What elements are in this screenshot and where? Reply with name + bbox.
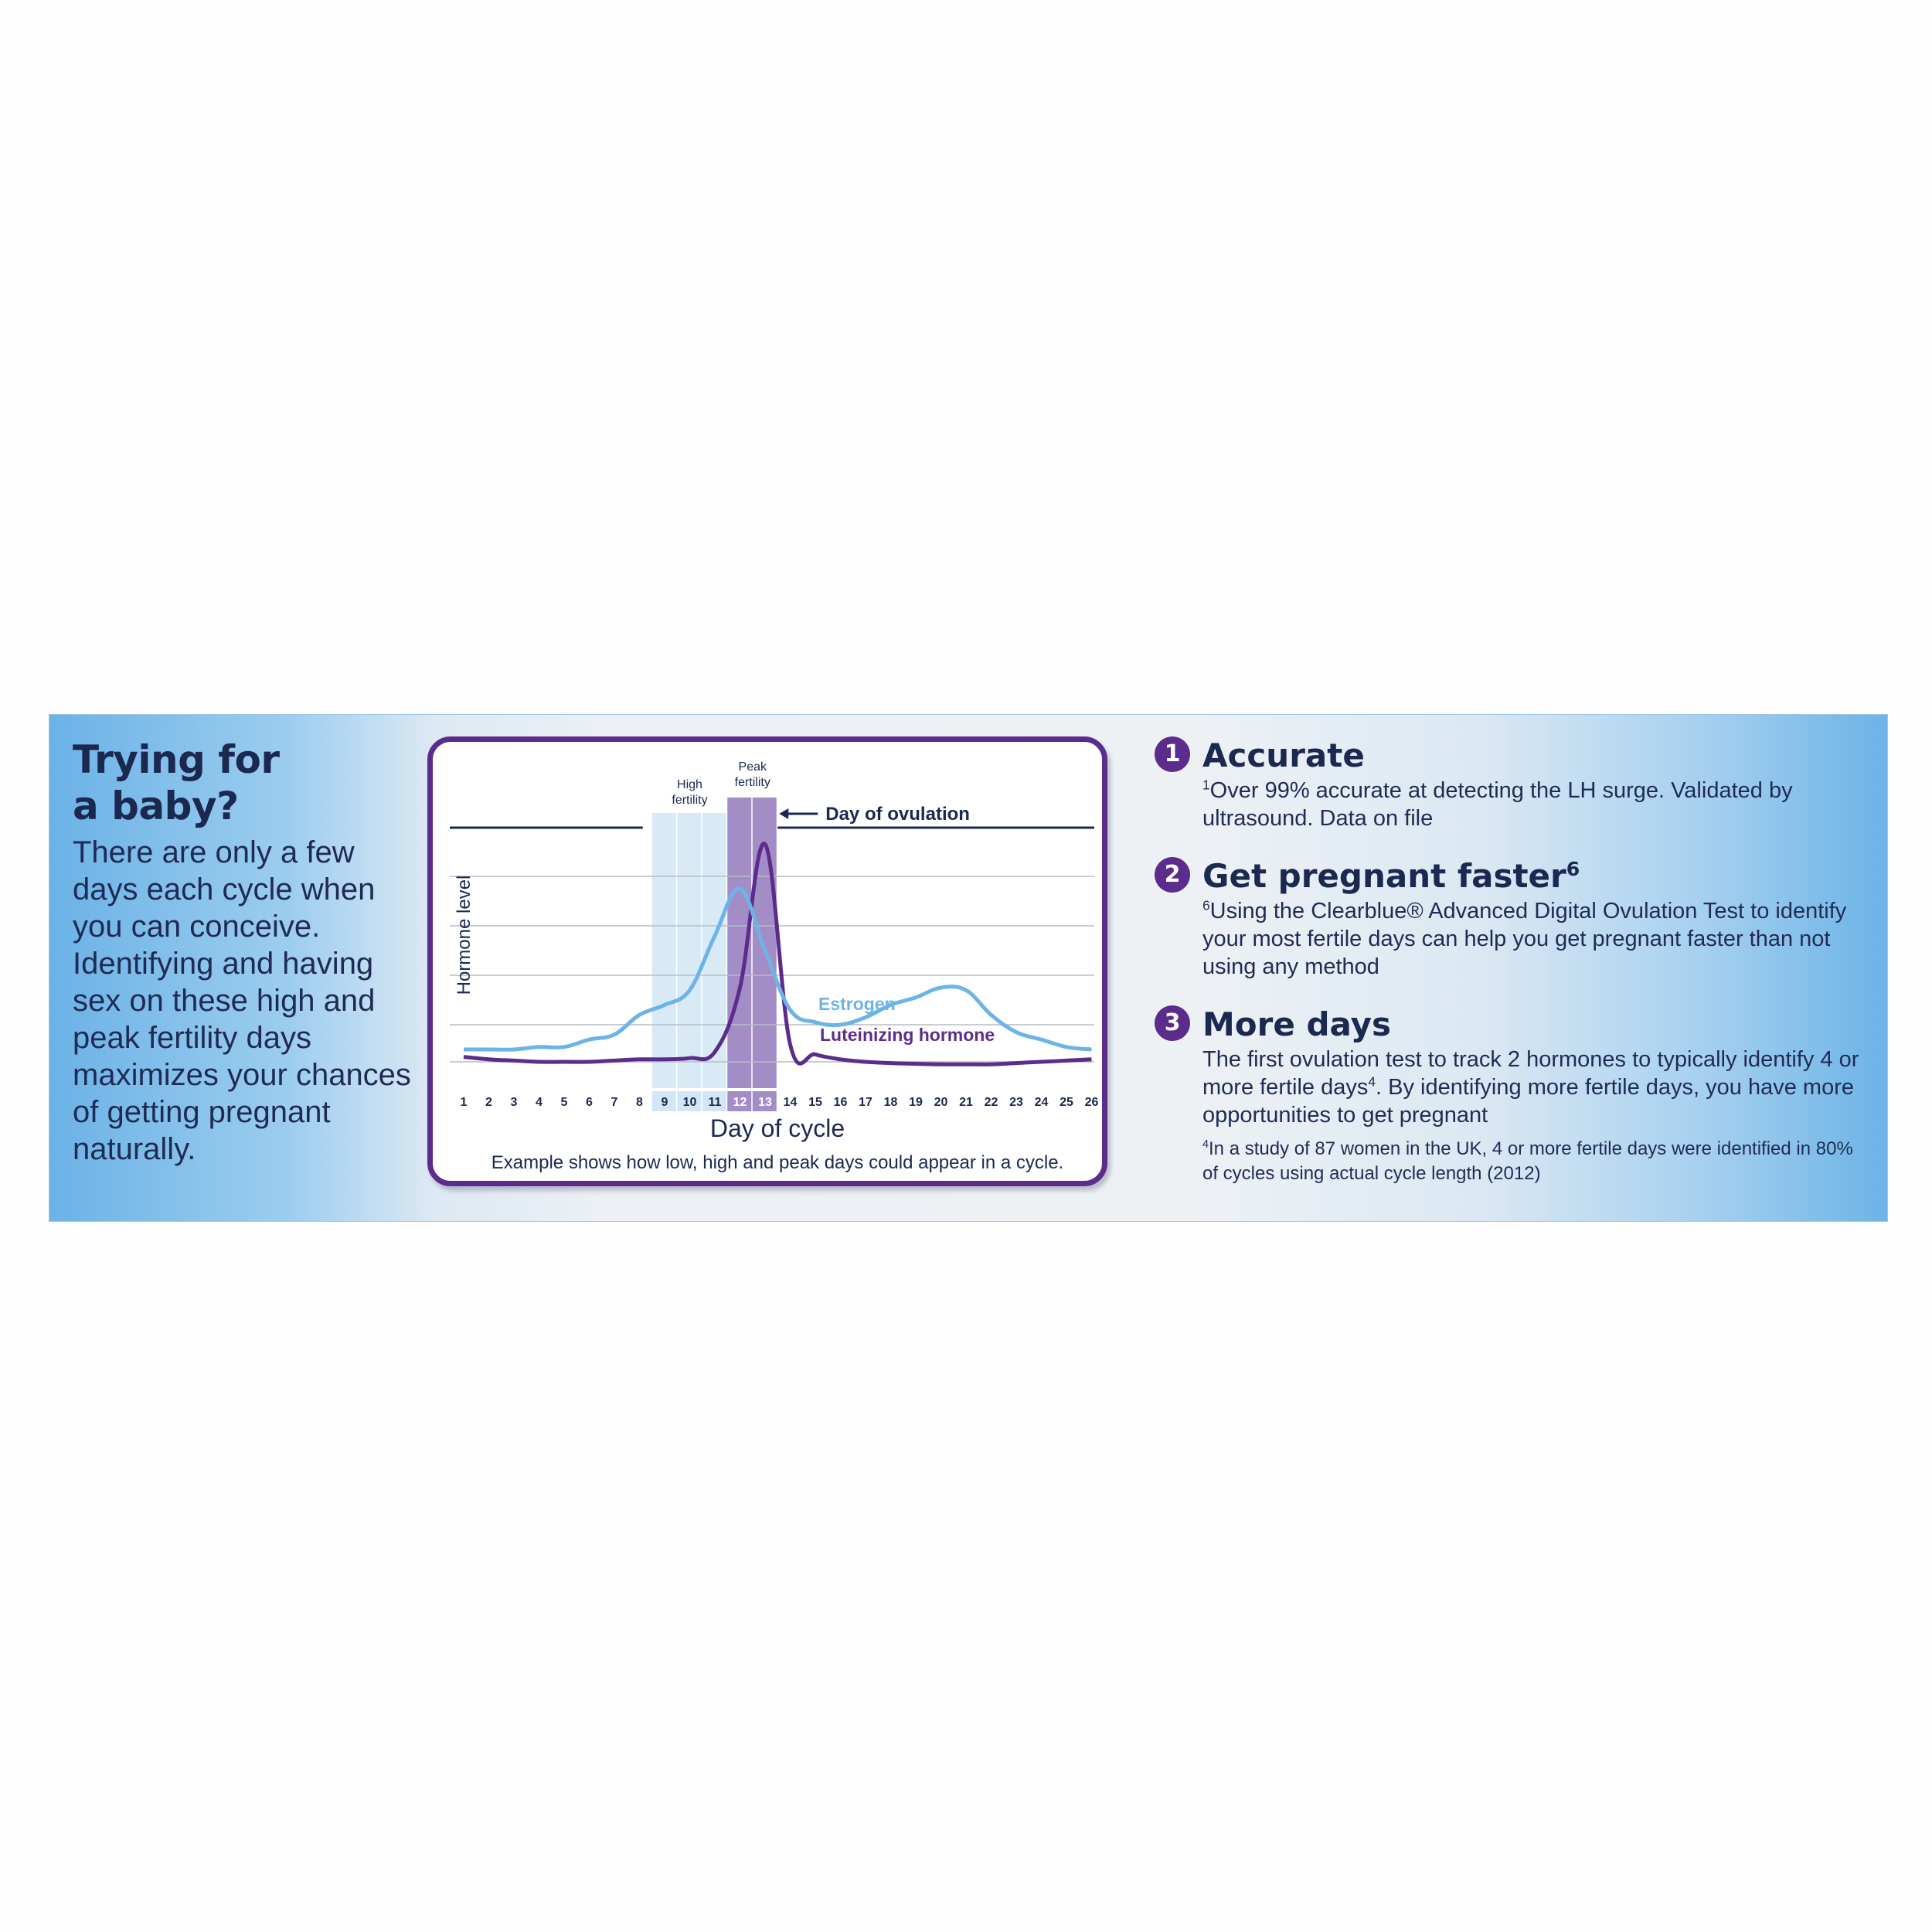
x-tick-label: 7 [611, 1096, 618, 1109]
feature-accurate [1155, 735, 1866, 832]
intro-heading-line2: a baby? [73, 784, 239, 828]
feature-body: $^6$Using the Clearblue® Advanced Digital Ovulation Test to identify your most fertile days can help you get pregnant faster than not using any method [1202, 897, 1847, 979]
high-fertility-band [677, 813, 701, 1088]
peak-fertility-label: Peak [738, 760, 767, 774]
hormone-chart-card [427, 736, 1107, 1186]
ovulation-arrow-head [779, 808, 788, 819]
intro-body: There are only a few days each cycle when you can conceive. Identifying and having sex on these high and peak fertility days maximizes your chances of getting pregnant naturally. [73, 835, 411, 1166]
x-tick-label: 9 [661, 1096, 668, 1109]
feature-more-days [1155, 1004, 1866, 1186]
chart-caption: Example shows how low, high and peak days could appear in a cycle. [491, 1152, 1064, 1173]
hormone-chart [433, 742, 1102, 1181]
x-tick-label: 16 [833, 1096, 848, 1109]
y-axis-label: Hormone level [454, 875, 474, 995]
x-tick-label: 24 [1034, 1096, 1049, 1109]
high-fertility-band [652, 813, 676, 1088]
lh-series-label: Luteinizing hormone [820, 1024, 995, 1045]
feature-title: Accurate [1202, 736, 1365, 774]
x-tick-label: 19 [909, 1096, 923, 1109]
x-tick-label: 12 [733, 1096, 747, 1109]
x-tick-label: 26 [1084, 1096, 1099, 1109]
number-3-icon: 3 [1155, 1005, 1190, 1041]
peak-fertility-label: fertility [734, 776, 770, 789]
x-tick-label: 2 [485, 1096, 492, 1109]
high-fertility-label: fertility [672, 794, 708, 807]
number-2-icon: 2 [1155, 857, 1190, 893]
x-tick-label: 5 [560, 1096, 568, 1109]
features-section [1155, 735, 1866, 1186]
x-tick-label: 23 [1009, 1096, 1023, 1109]
x-tick-label: 8 [636, 1096, 643, 1109]
x-tick-label: 10 [682, 1096, 697, 1109]
x-tick-label: 13 [758, 1096, 772, 1109]
info-panel [49, 715, 1887, 1221]
x-tick-label: 15 [808, 1096, 822, 1109]
intro-section [73, 736, 428, 1168]
x-axis-label: Day of cycle [709, 1114, 845, 1142]
number-1-icon: 1 [1155, 736, 1190, 772]
x-tick-label: 20 [934, 1096, 948, 1109]
x-tick-label: 17 [859, 1096, 872, 1109]
feature-title: More days [1202, 1005, 1391, 1043]
estrogen-series-label: Estrogen [818, 993, 896, 1014]
feature-title: Get pregnant faster$^6$ [1202, 857, 1580, 895]
feature-footnote: $^4$In a study of 87 women in the UK, 4 or more fertile days were identified in 80% of cycles using actual cycle length (2012) [1202, 1138, 1853, 1184]
ovulation-label: Day of ovulation [825, 804, 970, 825]
x-tick-label: 11 [708, 1096, 722, 1109]
intro-heading [73, 736, 428, 829]
x-tick-label: 25 [1060, 1096, 1073, 1109]
x-tick-label: 18 [883, 1096, 898, 1109]
estrogen-series-line [464, 889, 1092, 1049]
high-fertility-label: High [677, 778, 702, 791]
peak-fertility-band [753, 798, 777, 1088]
intro-heading-line1: Trying for [73, 737, 280, 782]
x-tick-label: 3 [510, 1096, 518, 1109]
x-tick-label: 1 [460, 1096, 468, 1109]
feature-body: $^1$Over 99% accurate at detecting the LH surge. Validated by ultrasound. Data on file [1202, 777, 1793, 831]
high-fertility-band [702, 813, 726, 1088]
x-tick-label: 22 [984, 1096, 998, 1109]
x-tick-label: 6 [586, 1096, 593, 1109]
x-tick-label: 14 [783, 1096, 798, 1109]
x-tick-label: 21 [959, 1096, 973, 1109]
feature-faster [1155, 855, 1866, 981]
feature-body: The first ovulation test to track 2 hormones to typically identify 4 or more fertile days$^4$. By identifying more fertile days, you have more opportunities to get pregnant [1202, 1047, 1859, 1128]
x-tick-label: 4 [536, 1096, 543, 1109]
